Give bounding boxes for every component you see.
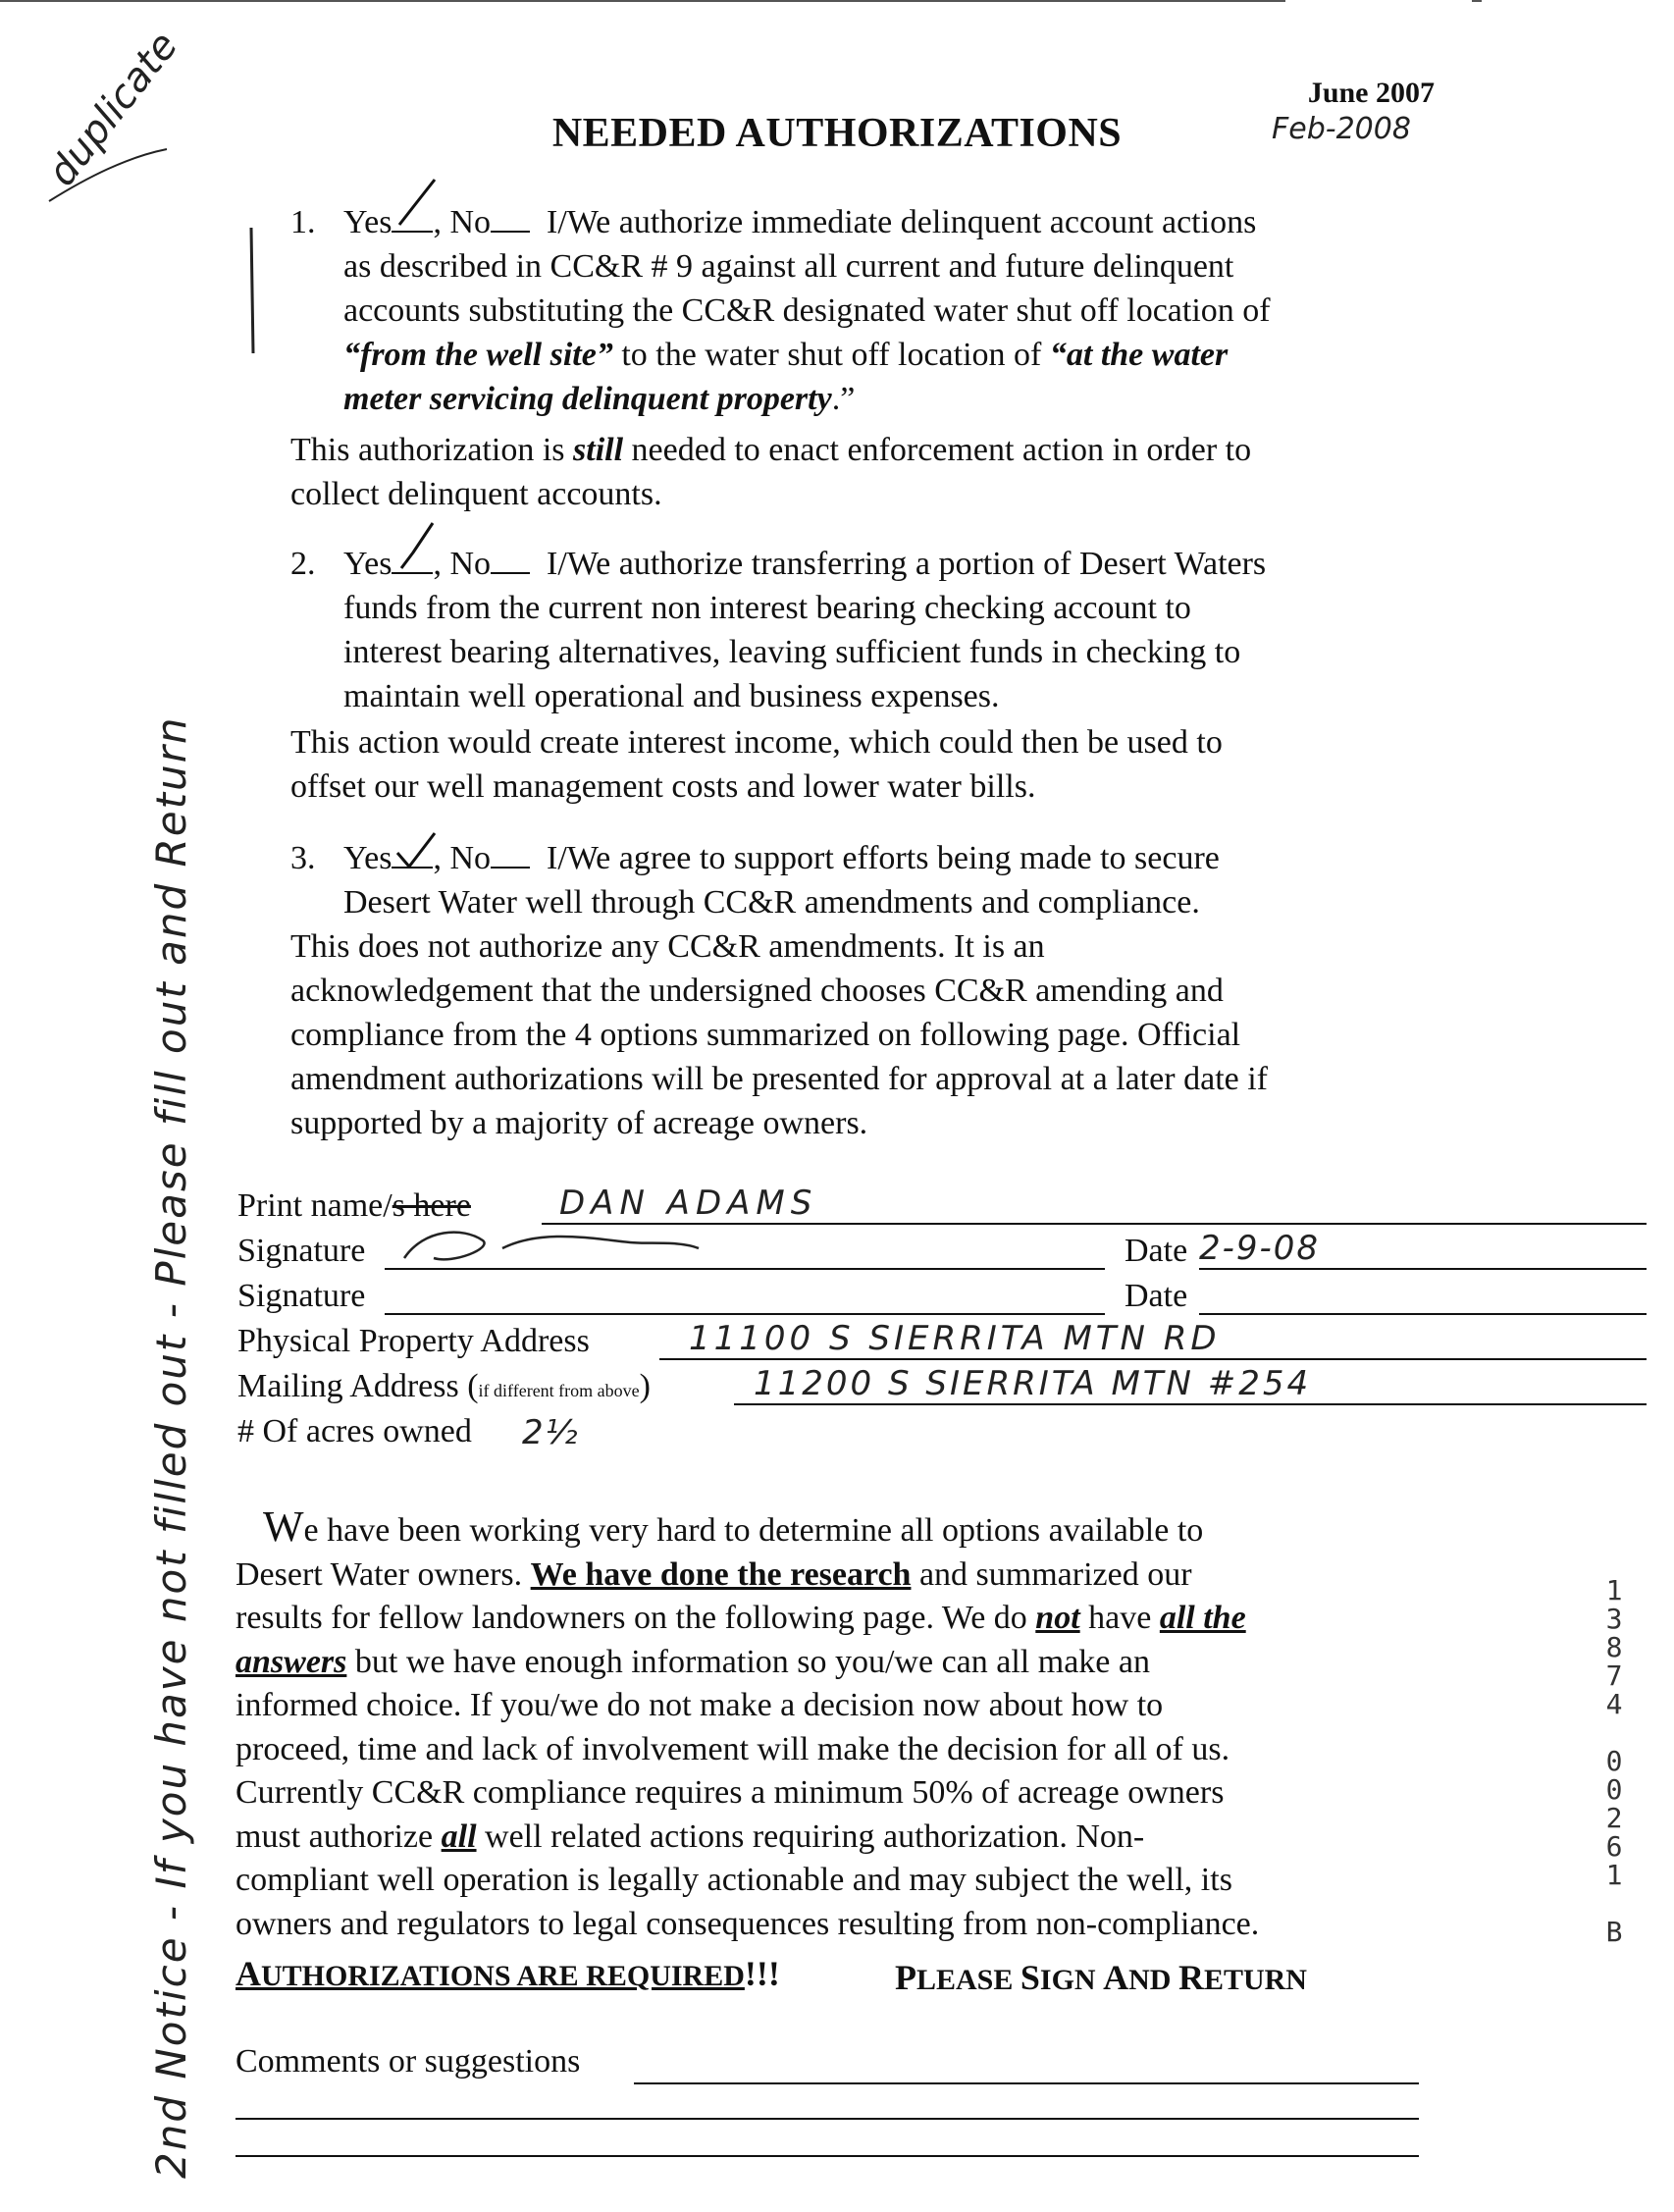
- all-the-emphasis: all the: [1159, 1600, 1246, 1636]
- note-text: This authorization is: [290, 432, 574, 468]
- bates-char: 1: [1605, 1574, 1623, 1606]
- bates-gap: [1597, 1718, 1631, 1747]
- yes-checkbox[interactable]: [392, 543, 433, 574]
- item-number: 1.: [290, 204, 316, 240]
- item-text-line: I/We authorize transferring a portion of Desert Waters: [547, 546, 1267, 582]
- bates-char: 8: [1605, 1631, 1623, 1663]
- item-text-line: I/We authorize immediate delinquent account actions: [547, 204, 1257, 240]
- side-notice: 2nd Notice - If you have not filled out - Please fill out and Return: [147, 715, 195, 2179]
- signature-field-2[interactable]: [385, 1278, 1105, 1315]
- research-emphasis: We have done the research: [530, 1555, 912, 1593]
- yes-label: Yes: [343, 840, 392, 876]
- note-text: collect delinquent accounts.: [290, 476, 662, 512]
- acres-label: # Of acres owned: [237, 1413, 472, 1449]
- yes-checkbox[interactable]: [392, 837, 433, 869]
- scan-top-border: [0, 0, 1285, 2]
- comments-field-line-1[interactable]: [634, 2080, 1419, 2084]
- paragraph-line: and summarized our: [911, 1555, 1192, 1593]
- note-text: This does not authorize any CC&R amendments. It is an: [290, 928, 1045, 965]
- bates-char: 7: [1605, 1659, 1623, 1692]
- drop-cap: W: [263, 1502, 304, 1551]
- note-text: amendment authorizations will be presented for approval at a later date if: [290, 1061, 1268, 1097]
- bates-char: 0: [1605, 1745, 1623, 1777]
- auth-cap: A: [235, 1954, 261, 1993]
- mailing-address-close: ): [639, 1368, 651, 1404]
- bates-stamp: [1597, 1576, 1631, 1946]
- quote-end: .”: [831, 381, 856, 417]
- note-text: compliance from the 4 options summarized on following page. Official: [290, 1017, 1241, 1053]
- please-cap: R: [1177, 1958, 1204, 1997]
- side-bracket: [243, 226, 263, 363]
- item-text-line: funds from the current non interest bearing checking account to: [343, 590, 1191, 626]
- auth-exclaim: !!!: [744, 1954, 780, 1993]
- please-cap: P: [895, 1958, 916, 1997]
- bates-char: 3: [1605, 1603, 1623, 1635]
- bates-char: B: [1605, 1916, 1623, 1948]
- explanation-paragraph: [235, 1502, 1433, 1946]
- item-text-line: Desert Water well through CC&R amendments and compliance.: [343, 884, 1200, 921]
- print-date: June 2007: [1307, 77, 1435, 109]
- auth-text: UTHORIZATIONS ARE REQUIRED: [261, 1960, 745, 1992]
- mailing-address-label: Mailing Address (: [237, 1368, 479, 1404]
- paragraph-line: informed choice. If you/we do not make a decision now about how to: [235, 1687, 1164, 1723]
- signature-label: Signature: [237, 1278, 366, 1314]
- date-field-2[interactable]: [1199, 1278, 1647, 1315]
- authorization-item-2: 2. Yes , No I/We authorize transferring a portion of Desert Waters funds from the current non interest bearing checking account to interest bearing alternatives, leaving sufficient funds in checking to maintain well operational and business expenses.: [290, 542, 1429, 718]
- date-label: Date: [1125, 1278, 1188, 1314]
- scan-top-mark: [1472, 0, 1482, 2]
- acres-value: 2½: [522, 1413, 580, 1452]
- mailing-address-field[interactable]: [734, 1364, 1647, 1405]
- item-number: 3.: [290, 840, 316, 876]
- comments-field-line-2[interactable]: [235, 2116, 1419, 2120]
- yes-label: Yes: [343, 204, 392, 240]
- duplicate-underline: [39, 147, 177, 206]
- not-emphasis: not: [1035, 1600, 1080, 1636]
- duplicate-note: duplicate: [39, 24, 187, 195]
- check-icon: [392, 814, 441, 869]
- please-text: IGN: [1039, 1964, 1104, 1996]
- no-label: No: [449, 840, 492, 876]
- quote-from-well-site: “from the well site”: [343, 337, 613, 373]
- signature-row-1: [237, 1229, 1321, 1274]
- answers-emphasis: answers: [235, 1643, 347, 1680]
- bates-char: 0: [1605, 1773, 1623, 1806]
- quote-meter-servicing: meter servicing delinquent property: [343, 381, 832, 417]
- please-text: ETURN: [1203, 1964, 1307, 1996]
- signature-field-1[interactable]: [385, 1233, 1105, 1270]
- item-text-line: I/We agree to support efforts being made to secure: [547, 840, 1220, 876]
- no-label: No: [449, 204, 492, 240]
- paragraph-line: results for fellow landowners on the following page. We do: [235, 1600, 1036, 1636]
- item-text-line: interest bearing alternatives, leaving sufficient funds in checking to: [343, 634, 1241, 670]
- note-emphasis: still: [573, 432, 624, 468]
- bates-gap: [1597, 1889, 1631, 1918]
- date-label: Date: [1125, 1233, 1188, 1269]
- physical-address-label: Physical Property Address: [237, 1323, 590, 1359]
- authorization-item-3: 3. Yes , No I/We agree to support efforts being made to secure Desert Water well through CC&R amendments and compliance.: [290, 836, 1429, 924]
- item-3-note: [290, 924, 1429, 1145]
- please-cap: A: [1103, 1958, 1129, 1997]
- yes-checkbox[interactable]: [392, 201, 433, 233]
- handwritten-date: Feb-2008: [1272, 112, 1411, 146]
- item-text-line: accounts substituting the CC&R designated water shut off location of: [343, 292, 1271, 329]
- please-cap: S: [1020, 1958, 1040, 1997]
- authorization-item-1: 1. Yes , No I/We authorize immediate delinquent account actions as described in CC&R # 9 against all current and future delinquent accounts substituting the CC&R designated water shut off location of “from the well site” to the water shut off location of “at the water meter servicing delinquent property.”: [290, 200, 1429, 421]
- paragraph-line: owners and regulators to legal consequences resulting from non-compliance.: [235, 1905, 1260, 1942]
- item-text-line: as described in CC&R # 9 against all current and future delinquent: [343, 248, 1234, 285]
- note-text: acknowledgement that the undersigned chooses CC&R amending and: [290, 973, 1224, 1009]
- check-icon: [392, 519, 441, 574]
- signature-label: Signature: [237, 1233, 366, 1269]
- bates-char: 1: [1605, 1859, 1623, 1891]
- paragraph-line: Desert Water owners.: [235, 1555, 531, 1593]
- paragraph-line: well related actions requiring authorization. Non-: [476, 1817, 1145, 1855]
- date-field-1[interactable]: [1199, 1229, 1647, 1270]
- bates-char: 4: [1605, 1688, 1623, 1720]
- no-checkbox[interactable]: [491, 201, 530, 233]
- paragraph-line: compliant well operation is legally actionable and may subject the well, its: [235, 1862, 1232, 1898]
- print-name-value: DAN ADAMS: [559, 1184, 818, 1223]
- yes-label: Yes: [343, 546, 392, 582]
- bates-char: 2: [1605, 1802, 1623, 1834]
- page-title: NEEDED AUTHORIZATIONS: [551, 111, 1123, 156]
- bates-char: 6: [1605, 1830, 1623, 1863]
- note-text: needed to enact enforcement action in order to: [623, 432, 1252, 468]
- item-1-note: [290, 428, 1429, 516]
- note-text: This action would create interest income, which could then be used to: [290, 724, 1223, 761]
- signature-scribble: [394, 1219, 708, 1274]
- please-text: ND: [1128, 1964, 1178, 1996]
- all-emphasis: all: [441, 1817, 477, 1855]
- note-text: offset our well management costs and lower water bills.: [290, 768, 1036, 805]
- please-text: LEASE: [916, 1964, 1020, 1996]
- mailing-address-row: [237, 1364, 1312, 1409]
- physical-address-row: [237, 1319, 1221, 1364]
- paragraph-line: but we have enough information so you/we can all make an: [346, 1643, 1150, 1680]
- paragraph-line: must authorize: [235, 1817, 442, 1855]
- no-checkbox[interactable]: [491, 837, 530, 869]
- print-name-label: Print name/: [237, 1187, 392, 1224]
- paragraph-line: proceed, time and lack of involvement will make the decision for all of us.: [235, 1730, 1230, 1767]
- signature-row-2: [237, 1278, 1188, 1319]
- physical-address-field[interactable]: [659, 1319, 1647, 1360]
- mailing-address-value: 11200 S SIERRITA MTN #254: [754, 1364, 1312, 1403]
- no-checkbox[interactable]: [491, 543, 530, 574]
- acres-row: [237, 1413, 580, 1454]
- date-value: 2-9-08: [1199, 1229, 1321, 1268]
- no-label: No: [449, 546, 492, 582]
- authorizations-required: [235, 1953, 780, 1994]
- paragraph-line: Currently CC&R compliance requires a minimum 50% of acreage owners: [235, 1774, 1225, 1811]
- note-text: supported by a majority of acreage owners.: [290, 1105, 868, 1141]
- paragraph-line: e have been working very hard to determine all options available to: [303, 1512, 1204, 1549]
- item-2-note: [290, 720, 1429, 809]
- mailing-address-hint: if different from above: [478, 1381, 640, 1400]
- item-number: 2.: [290, 546, 316, 582]
- quote-at-water: “at the water: [1049, 337, 1229, 373]
- comments-label: Comments or suggestions: [235, 2043, 581, 2080]
- signature-fields: [237, 1184, 1415, 1462]
- comments-field-line-3[interactable]: [235, 2153, 1419, 2157]
- item-text-mid: to the water shut off location of: [612, 337, 1050, 373]
- paragraph-line: have: [1079, 1600, 1160, 1636]
- physical-address-value: 11100 S SIERRITA MTN RD: [689, 1319, 1221, 1358]
- print-name-struck: s here: [392, 1187, 471, 1224]
- item-text-line: maintain well operational and business expenses.: [343, 678, 1000, 714]
- please-sign-and-return: [895, 1957, 1307, 1998]
- check-icon: [392, 178, 441, 233]
